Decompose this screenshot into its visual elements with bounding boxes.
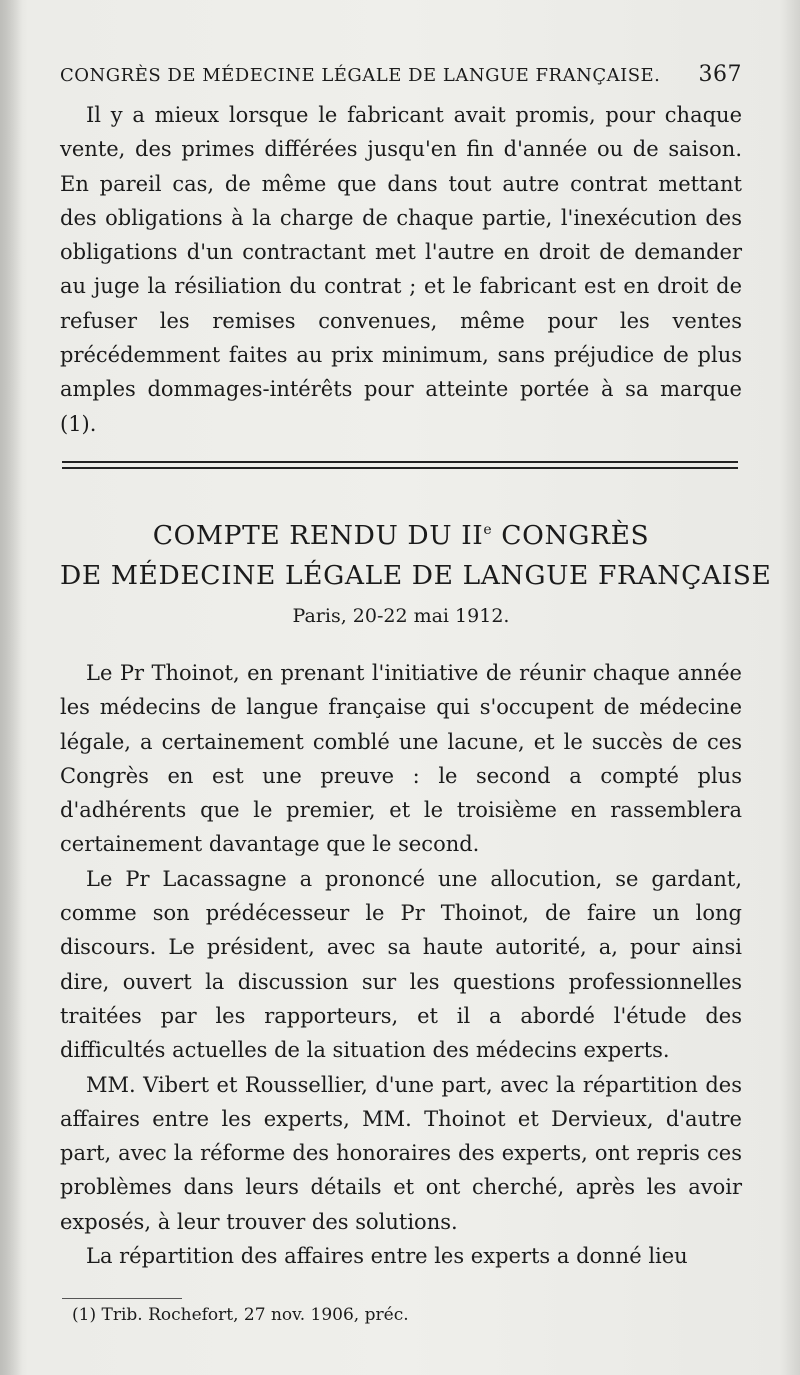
section-rule-bottom <box>62 467 738 469</box>
page-number: 367 <box>698 62 742 87</box>
footnote-rule <box>62 1298 182 1299</box>
heading-superscript: e <box>483 522 493 538</box>
dateline: Paris, 20-22 mai 1912. <box>292 605 510 627</box>
body-paragraph: Le Pr Lacassagne a prononcé une allocution, se gardant, comme son prédécesseur le Pr Thoinot, de faire un long discours. Le président, avec sa haute autorité, a, pour ainsi dire, ouvert la discussion sur les questions professionnelles traitées par les rapporteurs, et il a abordé l'étude des difficultés actuelles de la situation des médecins experts. <box>60 866 742 1063</box>
section-rule-top <box>62 461 738 463</box>
continued-paragraph-block <box>60 98 742 441</box>
body-paragraph: MM. Vibert et Roussellier, d'une part, avec la répartition des affaires entre les experts, MM. Thoinot et Dervieux, d'autre part, avec la réforme des honoraires des experts, ont repris ces problèmes dans leurs détails et ont cherché, après les avoir exposés, à leur trouver des solutions. <box>60 1072 742 1234</box>
running-head <box>60 62 742 90</box>
section-heading-line1 <box>60 520 742 551</box>
page-gutter-shadow <box>0 0 22 1375</box>
section-heading-line2: DE MÉDECINE LÉGALE DE LANGUE FRANÇAISE <box>60 560 772 591</box>
running-title: CONGRÈS DE MÉDECINE LÉGALE DE LANGUE FRANÇAISE. <box>60 65 661 86</box>
heading-line1-part-b: CONGRÈS <box>492 520 650 551</box>
footnote: (1) Trib. Rochefort, 27 nov. 1906, préc. <box>72 1305 409 1325</box>
heading-line1-part-a: COMPTE RENDU DU II <box>152 520 484 551</box>
body-paragraph: Le Pr Thoinot, en prenant l'initiative de réunir chaque année les médecins de langue française qui s'occupent de médecine légale, a certainement comblé une lacune, et le succès de ces Congrès en est une preuve : le second a compté plus d'adhérents que le premier, et le troisième en rassemblera certainement davantage que le second. <box>60 661 742 857</box>
body-text <box>60 656 742 1273</box>
continued-paragraph: Il y a mieux lorsque le fabricant avait promis, pour chaque vente, des primes différées jusqu'en fin d'année ou de saison. En pareil cas, de même que dans tout autre contrat mettant des obligations à la charge de chaque partie, l'inexécution des obligations d'un contractant met l'autre en droit de demander au juge la résiliation du contrat ; et le fabricant est en droit de refuser les remises convenues, même pour les ventes précédemment faites au prix minimum, sans préjudice de plus amples dommages-intérêts pour atteinte portée à sa marque (1). <box>60 103 742 436</box>
body-paragraph: La répartition des affaires entre les experts a donné lieu <box>86 1244 688 1269</box>
